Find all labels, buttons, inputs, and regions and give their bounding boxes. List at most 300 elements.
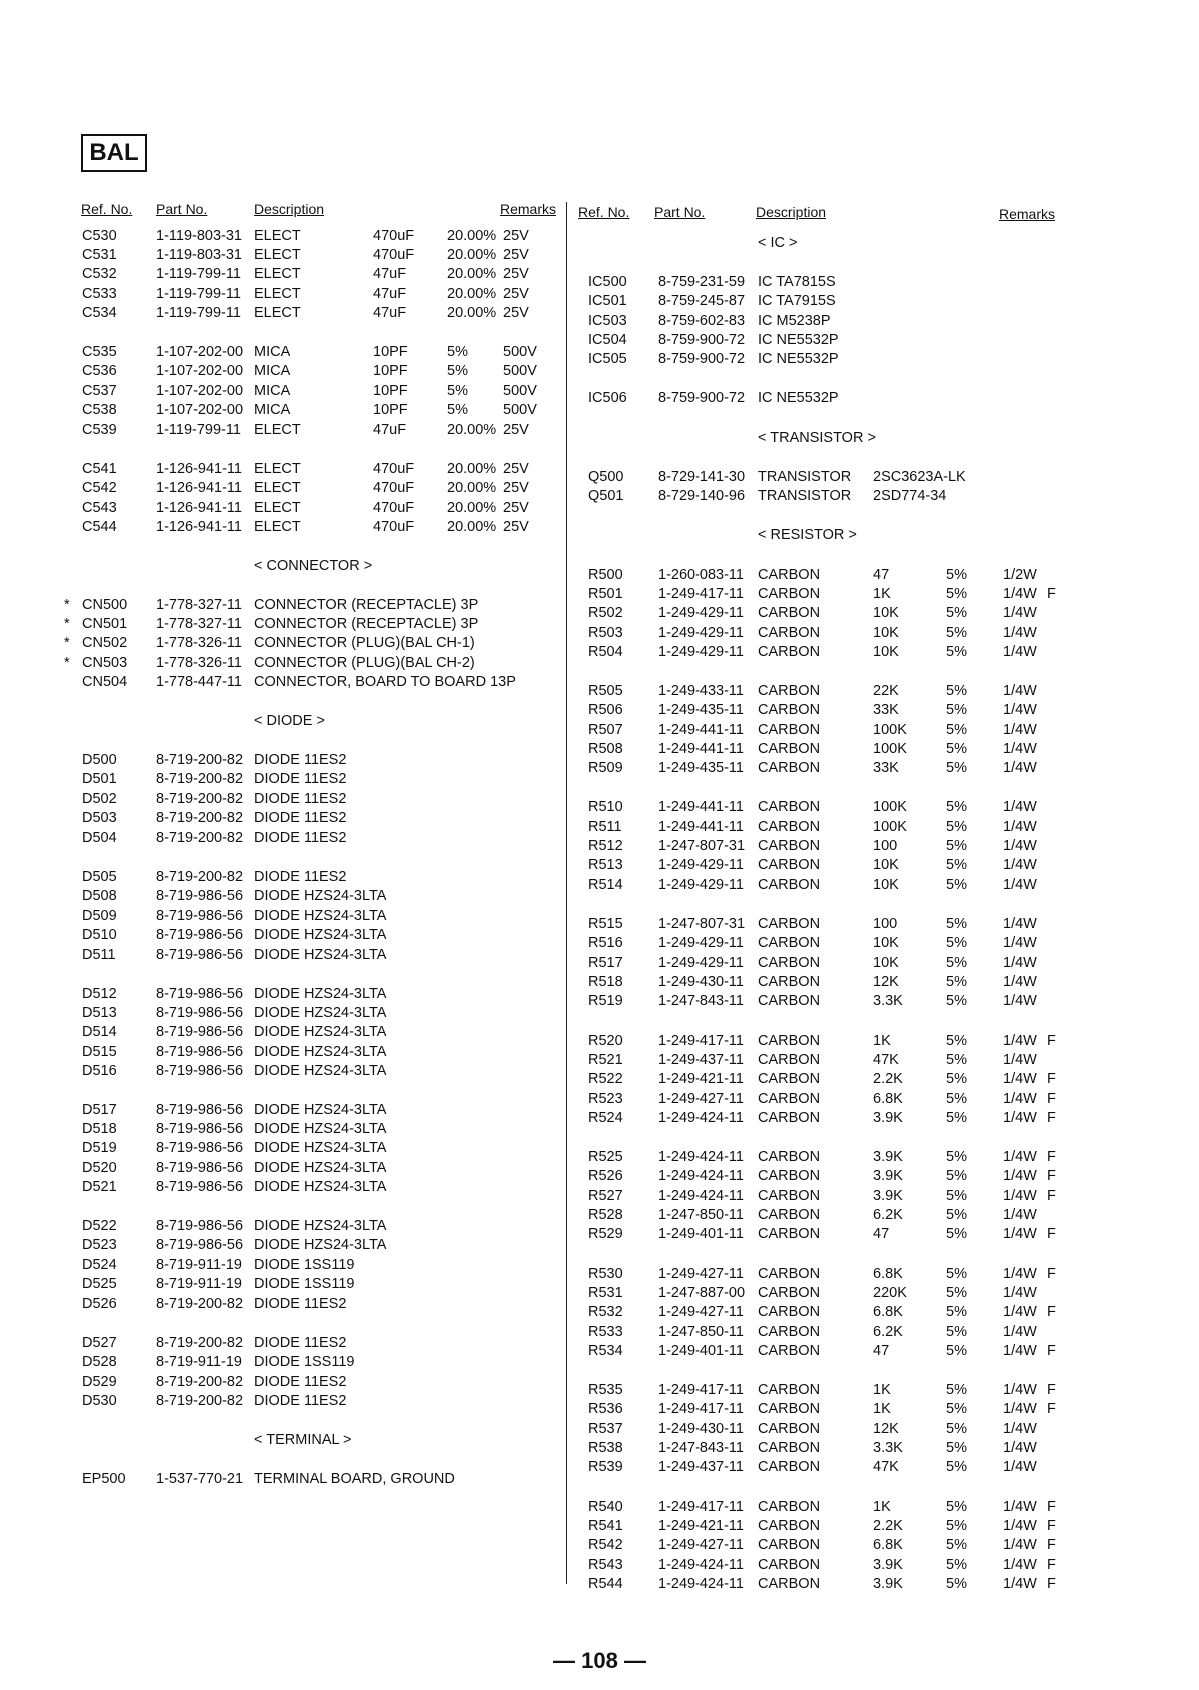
cell-rating: 1/4W (1003, 1421, 1037, 1437)
cell-val: 100K (873, 741, 907, 757)
table-row (0, 349, 1199, 369)
cell-desc: CARBON (758, 1052, 821, 1068)
cell-rating: 25V (503, 519, 529, 535)
table-row (0, 1031, 1199, 1051)
cell-ref: R503 (588, 625, 623, 641)
cell-val: 3.9K (873, 1557, 903, 1573)
cell-val: 220K (873, 1285, 907, 1301)
cell-part: 1-247-850-11 (658, 1324, 744, 1340)
cell-part: 8-719-986-56 (156, 1044, 244, 1060)
cell-desc: ELECT (254, 461, 301, 477)
cell-ref: D502 (82, 791, 117, 807)
cell-tol: 5% (946, 1285, 967, 1301)
cell-desc: ELECT (254, 228, 301, 244)
cell-ref: C532 (82, 266, 117, 282)
cell-rating: 1/4W (1003, 877, 1037, 893)
table-row (0, 991, 1199, 1011)
cell-val: 10K (873, 877, 899, 893)
cell-ref: D512 (82, 986, 117, 1002)
cell-tol: 5% (946, 1557, 967, 1573)
cell-flag: F (1047, 1382, 1056, 1398)
right-header-remarks: Remarks (999, 206, 1056, 222)
cell-part: 1-249-401-11 (658, 1226, 744, 1242)
cell-ref: CN503 (82, 655, 128, 671)
cell-ref: R534 (588, 1343, 623, 1359)
cell-tol: 5% (946, 1518, 967, 1534)
cell-ref: R505 (588, 683, 623, 699)
table-row (0, 1186, 1199, 1206)
cell-part: 8-729-141-30 (658, 469, 746, 485)
cell-desc: CARBON (758, 955, 821, 971)
cell-rating: 1/4W (1003, 799, 1037, 815)
cell-part: 1-119-803-31 (156, 247, 242, 263)
cell-ref: CN500 (82, 597, 128, 613)
cell-desc: IC NE5532P (758, 390, 839, 406)
cell-flag: F (1047, 1188, 1056, 1204)
cell-rating: 1/4W (1003, 1576, 1037, 1592)
cell-rating: 500V (503, 363, 537, 379)
cell-part: 1-249-424-11 (658, 1149, 744, 1165)
cell-rating: 1/4W (1003, 1401, 1037, 1417)
cell-flag: F (1047, 1071, 1056, 1087)
cell-rating: 25V (503, 286, 529, 302)
table-row (0, 1069, 1199, 1089)
cell-desc: CARBON (758, 625, 821, 641)
cell-desc: CARBON (758, 838, 821, 854)
cell-rating: 1/4W (1003, 1324, 1037, 1340)
cell-val: 470uF (373, 228, 415, 244)
cell-part: 1-247-807-31 (658, 838, 746, 854)
cell-ref: R542 (588, 1537, 623, 1553)
cell-rating: 1/4W (1003, 838, 1037, 854)
cell-rating: 1/4W (1003, 1149, 1037, 1165)
cell-rating: 1/4W (1003, 1188, 1037, 1204)
cell-val: 47K (873, 1052, 899, 1068)
cell-ref: D522 (82, 1218, 117, 1234)
cell-desc: CARBON (758, 1304, 821, 1320)
cell-desc: CARBON (758, 1537, 821, 1553)
section-heading: < TERMINAL > (254, 1432, 352, 1448)
cell-ref: R506 (588, 702, 623, 718)
table-row (0, 1555, 1199, 1575)
cell-desc: TERMINAL BOARD, GROUND (254, 1471, 455, 1487)
cell-tol: 5% (946, 605, 967, 621)
cell-desc: CARBON (758, 1421, 821, 1437)
cell-desc: DIODE 11ES2 (254, 752, 347, 768)
cell-rating: 1/4W (1003, 1168, 1037, 1184)
cell-tol: 5% (946, 683, 967, 699)
cell-tol: 5% (946, 955, 967, 971)
cell-part: 1-249-435-11 (658, 702, 744, 718)
cell-val: 1K (873, 1382, 891, 1398)
cell-part: 1-126-941-11 (156, 519, 242, 535)
cell-val: 470uF (373, 500, 415, 516)
cell-desc: DIODE 11ES2 (254, 1374, 347, 1390)
cell-tol: 5% (946, 702, 967, 718)
table-row (0, 855, 1199, 875)
cell-part: 1-247-843-11 (658, 993, 744, 1009)
cell-part: 8-719-200-82 (156, 1393, 244, 1409)
table-row (0, 1341, 1199, 1361)
cell-val: 1K (873, 586, 891, 602)
section-heading: < IC > (758, 235, 798, 251)
cell-desc: CARBON (758, 1343, 821, 1359)
cell-part: 8-719-986-56 (156, 986, 244, 1002)
cell-part: 8-719-200-82 (156, 771, 244, 787)
cell-flag: F (1047, 1168, 1056, 1184)
cell-val: 33K (873, 702, 899, 718)
cell-desc: DIODE 11ES2 (254, 830, 347, 846)
cell-part: 1-249-424-11 (658, 1188, 744, 1204)
cell-part: 1-107-202-00 (156, 402, 244, 418)
table-row (0, 817, 1199, 837)
cell-val: 2SC3623A-LK (873, 469, 966, 485)
cell-ref: IC506 (588, 390, 627, 406)
cell-desc: CARBON (758, 605, 821, 621)
table-row (0, 291, 1199, 311)
cell-rating: 1/4W (1003, 1226, 1037, 1242)
cell-desc: ELECT (254, 305, 301, 321)
table-row (0, 1108, 1199, 1128)
cell-tol: 5% (946, 1459, 967, 1475)
cell-desc: CARBON (758, 1499, 821, 1515)
section-heading: < TRANSISTOR > (758, 430, 876, 446)
cell-ref: R538 (588, 1440, 623, 1456)
cell-ref: D526 (82, 1296, 117, 1312)
cell-desc: CARBON (758, 1285, 821, 1301)
cell-part: 8-719-911-19 (156, 1276, 242, 1292)
cell-part: 8-719-986-56 (156, 1160, 244, 1176)
cell-val: 10K (873, 955, 899, 971)
cell-tol: 20.00% (447, 228, 497, 244)
cell-ref: C535 (82, 344, 117, 360)
cell-desc: CARBON (758, 1091, 821, 1107)
cell-ref: R529 (588, 1226, 623, 1242)
cell-val: 3.9K (873, 1188, 903, 1204)
cell-part: 8-719-986-56 (156, 1063, 244, 1079)
cell-flag: F (1047, 1304, 1056, 1320)
cell-ref: R515 (588, 916, 623, 932)
cell-part: 8-719-200-82 (156, 810, 244, 826)
cell-part: 8-759-900-72 (658, 351, 746, 367)
cell-desc: DIODE 11ES2 (254, 810, 347, 826)
cell-val: 10PF (373, 363, 408, 379)
cell-val: 1K (873, 1401, 891, 1417)
cell-tol: 5% (946, 857, 967, 873)
cell-ref: D509 (82, 908, 117, 924)
cell-ref: C534 (82, 305, 117, 321)
cell-val: 470uF (373, 247, 415, 263)
cell-ref: R525 (588, 1149, 623, 1165)
cell-desc: DIODE HZS24-3LTA (254, 1140, 387, 1156)
cell-desc: CARBON (758, 702, 821, 718)
cell-val: 2.2K (873, 1071, 903, 1087)
cell-tol: 20.00% (447, 480, 497, 496)
cell-part: 8-759-231-59 (658, 274, 746, 290)
cell-part: 1-249-429-11 (658, 955, 744, 971)
cell-ref: R507 (588, 722, 623, 738)
cell-part: 1-249-427-11 (658, 1537, 744, 1553)
cell-desc: CARBON (758, 1557, 821, 1573)
cell-rating: 25V (503, 480, 529, 496)
cell-ref: C542 (82, 480, 117, 496)
cell-flag: F (1047, 1518, 1056, 1534)
cell-part: 1-249-429-11 (658, 625, 744, 641)
cell-val: 47uF (373, 266, 407, 282)
cell-tol: 5% (946, 1421, 967, 1437)
cell-flag: F (1047, 586, 1056, 602)
cell-part: 8-759-602-83 (658, 313, 746, 329)
cell-tol: 5% (946, 644, 967, 660)
table-row (0, 1497, 1199, 1517)
cell-flag: F (1047, 1226, 1056, 1242)
section-heading: < CONNECTOR > (254, 558, 373, 574)
cell-tol: 5% (946, 1537, 967, 1553)
cell-desc: ELECT (254, 247, 301, 263)
table-row (0, 700, 1199, 720)
table-row (0, 1264, 1199, 1284)
cell-rating: 1/4W (1003, 1343, 1037, 1359)
cell-ref: R520 (588, 1033, 623, 1049)
cell-rating: 1/2W (1003, 567, 1037, 583)
cell-part: 1-249-429-11 (658, 605, 744, 621)
table-row (0, 388, 1199, 408)
cell-ref: R540 (588, 1499, 623, 1515)
cell-tol: 5% (946, 1576, 967, 1592)
cell-val: 3.3K (873, 1440, 903, 1456)
table-row (0, 517, 1199, 537)
table-row (0, 584, 1199, 604)
cell-ref: R527 (588, 1188, 623, 1204)
cell-desc: DIODE 11ES2 (254, 1393, 347, 1409)
cell-rating: 25V (503, 422, 529, 438)
cell-val: 6.8K (873, 1266, 903, 1282)
cell-ref: D501 (82, 771, 117, 787)
cell-tol: 5% (946, 1071, 967, 1087)
cell-val: 3.9K (873, 1168, 903, 1184)
cell-val: 100 (873, 838, 898, 854)
cell-desc: CONNECTOR (PLUG)(BAL CH-2) (254, 655, 475, 671)
cell-ref: D510 (82, 927, 117, 943)
cell-ref: D530 (82, 1393, 117, 1409)
cell-ref: R523 (588, 1091, 623, 1107)
cell-tol: 5% (946, 1266, 967, 1282)
cell-rating: 25V (503, 305, 529, 321)
cell-val: 2.2K (873, 1518, 903, 1534)
cell-rating: 25V (503, 461, 529, 477)
cell-ref: D500 (82, 752, 117, 768)
cell-ref: D504 (82, 830, 117, 846)
cell-tol: 20.00% (447, 422, 497, 438)
cell-ref: R510 (588, 799, 623, 815)
cell-flag: F (1047, 1343, 1056, 1359)
table-row (0, 836, 1199, 856)
cell-rating: 500V (503, 344, 537, 360)
cell-tol: 5% (946, 1499, 967, 1515)
table-row (0, 875, 1199, 895)
cell-rating: 1/4W (1003, 1110, 1037, 1126)
cell-desc: DIODE HZS24-3LTA (254, 1160, 387, 1176)
cell-desc: CARBON (758, 1382, 821, 1398)
cell-val: 10K (873, 857, 899, 873)
cell-rating: 1/4W (1003, 935, 1037, 951)
cell-ref: Q500 (588, 469, 624, 485)
section-heading: < RESISTOR > (758, 527, 857, 543)
cell-tol: 5% (946, 1304, 967, 1320)
cell-ref: R535 (588, 1382, 623, 1398)
cell-part: 1-778-447-11 (156, 674, 242, 690)
cell-ref: R522 (588, 1071, 623, 1087)
cell-part: 1-249-417-11 (658, 1499, 744, 1515)
cell-desc: CARBON (758, 1033, 821, 1049)
table-row (0, 467, 1199, 487)
cell-tol: 5% (946, 1188, 967, 1204)
cell-desc: ELECT (254, 480, 301, 496)
cell-ref: R532 (588, 1304, 623, 1320)
cell-part: 1-249-430-11 (658, 974, 744, 990)
cell-desc: CARBON (758, 1576, 821, 1592)
cell-val: 47uF (373, 286, 407, 302)
cell-rating: 1/4W (1003, 760, 1037, 776)
table-row (0, 1322, 1199, 1342)
cell-part: 1-247-850-11 (658, 1207, 744, 1223)
cell-desc: DIODE HZS24-3LTA (254, 1063, 387, 1079)
cell-part: 8-719-986-56 (156, 1005, 244, 1021)
cell-part: 1-249-435-11 (658, 760, 744, 776)
cell-rating: 1/4W (1003, 644, 1037, 660)
cell-ref: R502 (588, 605, 623, 621)
cell-part: 1-249-437-11 (658, 1052, 744, 1068)
cell-part: 8-729-140-96 (658, 488, 746, 504)
cell-star: * (64, 655, 70, 671)
cell-part: 8-759-900-72 (658, 390, 746, 406)
cell-desc: CARBON (758, 916, 821, 932)
table-row (0, 245, 1199, 265)
cell-desc: IC M5238P (758, 313, 831, 329)
cell-part: 1-249-430-11 (658, 1421, 744, 1437)
cell-tol: 5% (946, 1149, 967, 1165)
cell-rating: 1/4W (1003, 605, 1037, 621)
cell-ref: R539 (588, 1459, 623, 1475)
cell-part: 1-249-441-11 (658, 741, 744, 757)
cell-desc: DIODE HZS24-3LTA (254, 1237, 387, 1253)
cell-desc: CARBON (758, 1459, 821, 1475)
cell-ref: IC505 (588, 351, 627, 367)
cell-tol: 5% (946, 586, 967, 602)
cell-part: 8-719-200-82 (156, 752, 244, 768)
cell-tol: 5% (946, 799, 967, 815)
cell-rating: 25V (503, 247, 529, 263)
cell-part: 1-247-843-11 (658, 1440, 744, 1456)
cell-ref: C533 (82, 286, 117, 302)
cell-rating: 1/4W (1003, 1071, 1037, 1087)
cell-part: 8-719-986-56 (156, 1102, 244, 1118)
cell-part: 1-126-941-11 (156, 480, 242, 496)
cell-part: 1-119-803-31 (156, 228, 242, 244)
cell-desc: TRANSISTOR (758, 488, 852, 504)
table-row (0, 642, 1199, 662)
cell-val: 100K (873, 799, 907, 815)
table-row (0, 1302, 1199, 1322)
cell-ref: D511 (82, 947, 116, 963)
cell-tol: 5% (946, 877, 967, 893)
table-row (0, 1147, 1199, 1167)
cell-tol: 5% (946, 1033, 967, 1049)
left-header-desc: Description (254, 201, 325, 217)
cell-ref: D528 (82, 1354, 117, 1370)
cell-part: 1-537-770-21 (156, 1471, 244, 1487)
cell-part: 8-759-245-87 (658, 293, 746, 309)
cell-desc: DIODE HZS24-3LTA (254, 1044, 387, 1060)
cell-ref: C543 (82, 500, 117, 516)
page-number: — 108 — (553, 1648, 646, 1673)
cell-desc: CARBON (758, 741, 821, 757)
cell-desc: CARBON (758, 1324, 821, 1340)
table-row (0, 486, 1199, 506)
cell-desc: CARBON (758, 1168, 821, 1184)
cell-val: 6.2K (873, 1324, 903, 1340)
cell-val: 10K (873, 935, 899, 951)
cell-desc: CARBON (758, 1188, 821, 1204)
cell-ref: D503 (82, 810, 117, 826)
cell-part: 1-249-417-11 (658, 1382, 744, 1398)
cell-rating: 1/4W (1003, 916, 1037, 932)
cell-desc: CARBON (758, 1207, 821, 1223)
cell-ref: R512 (588, 838, 623, 854)
cell-ref: R500 (588, 567, 623, 583)
cell-part: 1-249-401-11 (658, 1343, 744, 1359)
cell-part: 1-249-441-11 (658, 819, 744, 835)
cell-ref: C541 (82, 461, 117, 477)
cell-part: 1-249-441-11 (658, 722, 744, 738)
cell-val: 10PF (373, 344, 408, 360)
cell-part: 8-719-986-56 (156, 1237, 244, 1253)
table-row (0, 933, 1199, 953)
cell-rating: 1/4W (1003, 1557, 1037, 1573)
cell-rating: 1/4W (1003, 683, 1037, 699)
cell-desc: CARBON (758, 1518, 821, 1534)
cell-ref: C539 (82, 422, 117, 438)
cell-tol: 5% (946, 625, 967, 641)
table-row (0, 1399, 1199, 1419)
table-row (0, 739, 1199, 759)
cell-val: 12K (873, 974, 899, 990)
cell-flag: F (1047, 1149, 1056, 1165)
cell-ref: R537 (588, 1421, 623, 1437)
cell-ref: R536 (588, 1401, 623, 1417)
table-row (0, 565, 1199, 585)
cell-val: 3.9K (873, 1149, 903, 1165)
cell-tol: 20.00% (447, 247, 497, 263)
cell-desc: CARBON (758, 586, 821, 602)
cell-part: 1-249-427-11 (658, 1304, 744, 1320)
cell-tol: 5% (946, 935, 967, 951)
cell-part: 1-247-887-00 (658, 1285, 746, 1301)
cell-part: 8-719-200-82 (156, 869, 244, 885)
cell-rating: 1/4W (1003, 1052, 1037, 1068)
table-row (0, 1283, 1199, 1303)
cell-desc: CARBON (758, 1226, 821, 1242)
cell-part: 1-249-441-11 (658, 799, 744, 815)
cell-ref: D527 (82, 1335, 117, 1351)
cell-part: 1-119-799-11 (156, 286, 241, 302)
cell-desc: DIODE HZS24-3LTA (254, 888, 387, 904)
cell-desc: DIODE 1SS119 (254, 1257, 355, 1273)
cell-rating: 1/4W (1003, 702, 1037, 718)
cell-desc: CARBON (758, 1401, 821, 1417)
cell-rating: 1/4W (1003, 955, 1037, 971)
cell-tol: 5% (946, 1401, 967, 1417)
